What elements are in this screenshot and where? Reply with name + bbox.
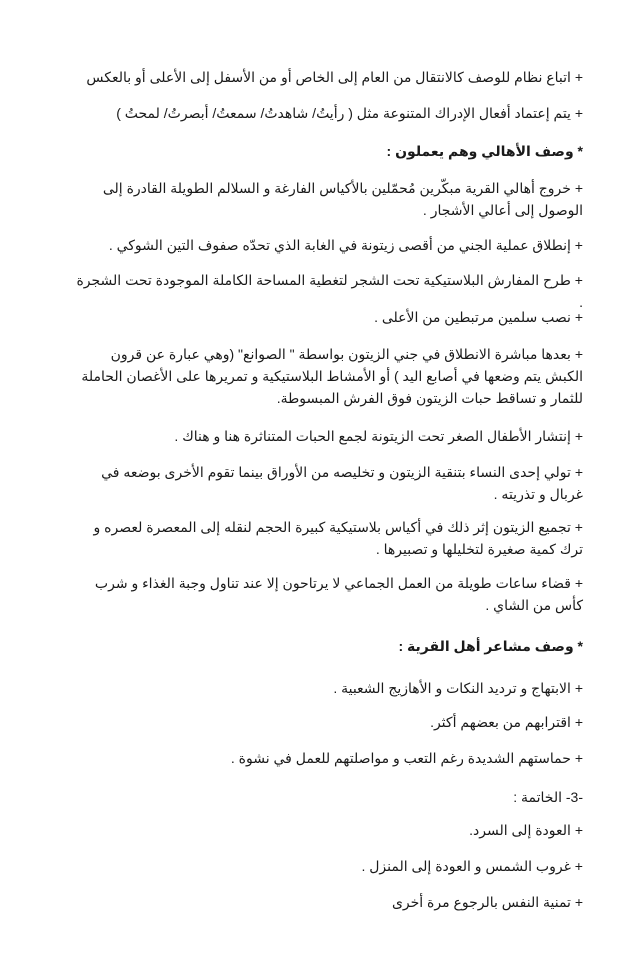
section-heading: * وصف الأهالي وهم يعملون : xyxy=(386,143,583,159)
paragraph: + اقترابهم من بعضهم أكثر. xyxy=(430,714,583,730)
paragraph: + اتباع نظام للوصف كالانتقال من العام إلى الخاص أو من الأسفل إلى الأعلى أو بالعكس xyxy=(86,69,583,85)
paragraph: + العودة إلى السرد. xyxy=(469,822,583,838)
section-heading: -3- الخاتمة : xyxy=(513,789,583,805)
paragraph: + الابتهاج و ترديد النكات و الأهازيج الشعبية . xyxy=(333,680,583,696)
paragraph: + تجميع الزيتون إثر ذلك في أكياس بلاستيكية كبيرة الحجم لنقله إلى المعصرة لعصره و ترك كمية صغيرة لتخليلها و تصبيرها . xyxy=(93,519,583,557)
paragraph: + إنتشار الأطفال الصغر تحت الزيتونة لجمع الحبات المتناثرة هنا و هناك . xyxy=(174,428,583,444)
paragraph: + تمنية النفس بالرجوع مرة أخرى xyxy=(391,894,583,910)
paragraph: + طرح المفارش البلاستيكية تحت الشجر لتغطية المساحة الكاملة الموجودة تحت الشجرة . xyxy=(76,272,583,310)
paragraph: + حماستهم الشديدة رغم التعب و مواصلتهم للعمل في نشوة . xyxy=(230,750,583,766)
section-heading: * وصف مشاعر أهل القرية : xyxy=(398,638,583,654)
paragraph: + يتم إعتماد أفعال الإدراك المتنوعة مثل ( رأيتُ/ شاهدتُ/ سمعتُ/ أبصرتُ/ لمحتُ ) xyxy=(116,105,583,121)
paragraph: + بعدها مباشرة الانطلاق في جني الزيتون بواسطة " الصوانع" (وهي عبارة عن قرون الكبش يتم وضعها في أصابع اليد ) أو الأمشاط البلاستيكية و تمريرها على الأغصان الحاملة للثمار و تساقط حبات الزيتون فوق الفرش المبسوطة. xyxy=(81,346,583,406)
paragraph: + غروب الشمس و العودة إلى المنزل . xyxy=(361,858,583,874)
paragraph: + نصب سلمين مرتبطين من الأعلى . xyxy=(374,309,583,325)
paragraph: + خروج أهالي القرية مبكّرين مُحمّلين بالأكياس الفارغة و السلالم الطويلة القادرة إلى الوصول إلى أعالي الأشجار . xyxy=(102,180,583,218)
paragraph: + إنطلاق عملية الجني من أقصى زيتونة في الغابة الذي تحدّه صفوف التين الشوكي . xyxy=(108,237,583,253)
paragraph: + قضاء ساعات طويلة من العمل الجماعي لا يرتاحون إلا عند تناول وجبة الغذاء و شرب كأس من الشاي . xyxy=(94,575,583,613)
paragraph: + تولي إحدى النساء بتنقية الزيتون و تخليصه من الأوراق بينما تقوم الأخرى بوضعه في غربال و تذريته . xyxy=(101,464,583,502)
